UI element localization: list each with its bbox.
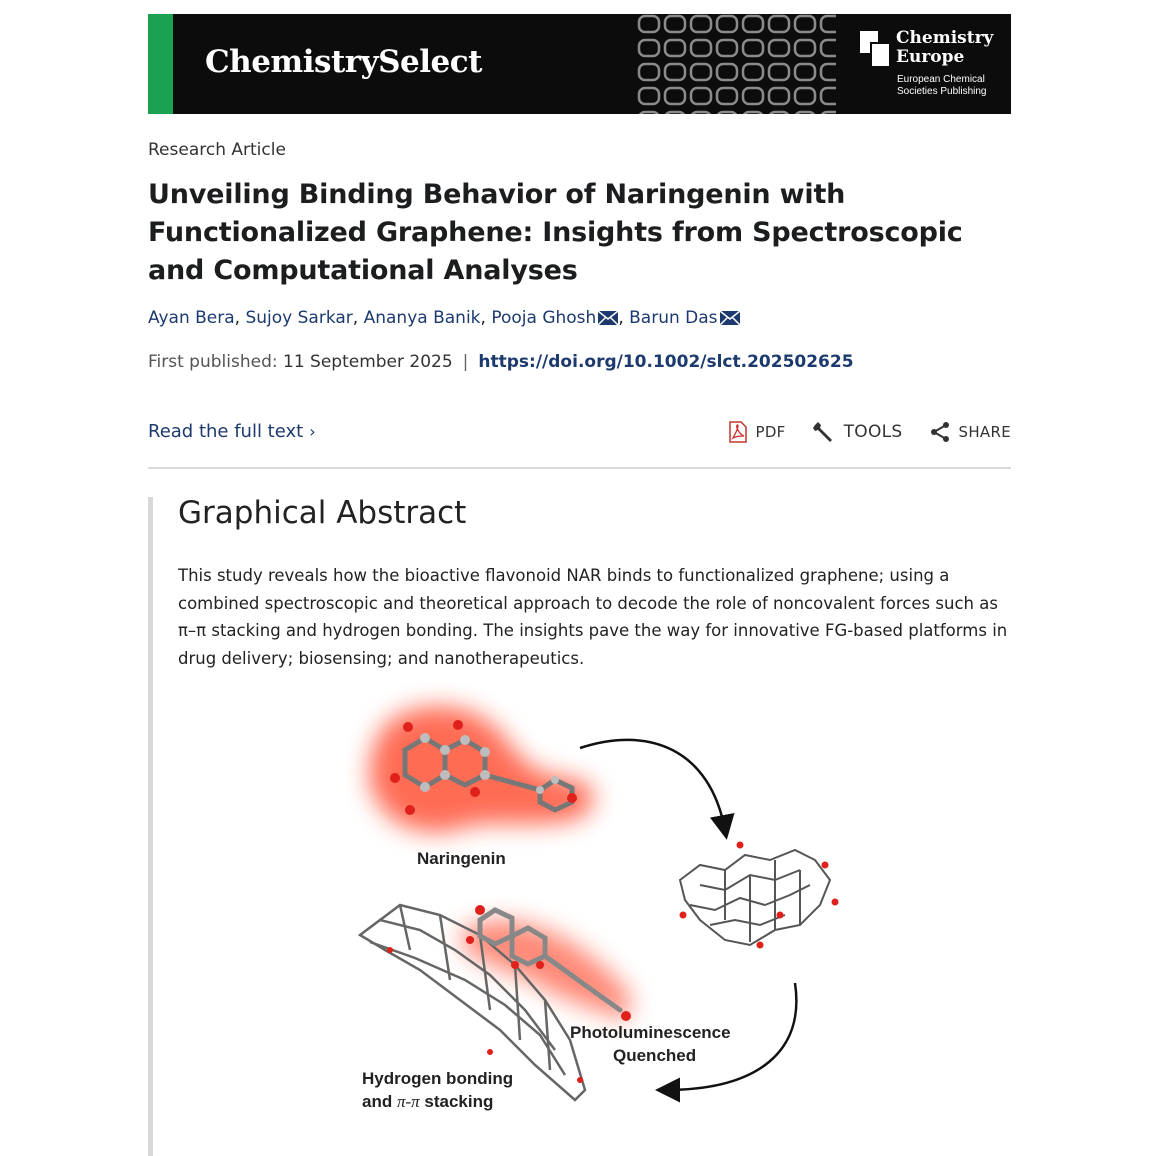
chemistry-europe-logo-icon: [859, 30, 891, 68]
publisher-subtitle: European Chemical Societies Publishing: [897, 74, 987, 97]
read-full-text-label: Read the full text: [148, 421, 304, 442]
graphical-abstract-figure: [340, 680, 860, 1120]
graphical-abstract-text: This study reveals how the bioactive flavonoid NAR binds to functionalized graphene; using a combined spectroscopic and theoretical approach to decode the role of noncovalent forces such as π–π stacking and hydrogen bonding. The insights pave the way for innovative FG-based platforms in drug delivery; biosensing; and nanotherapeutics.: [178, 566, 1008, 668]
journal-banner[interactable]: [148, 14, 1011, 114]
banner-accent-stripe: [148, 14, 173, 114]
journal-name: ChemistrySelect: [205, 44, 482, 80]
hb-label-line2: and π-π stacking: [362, 1092, 494, 1111]
pdf-button[interactable]: [729, 421, 785, 443]
pl-label-line1: Photoluminescence: [570, 1023, 731, 1042]
author-link[interactable]: Pooja Ghosh: [491, 308, 597, 328]
pdf-icon: [729, 421, 747, 443]
article-toolbar: [703, 420, 1011, 444]
share-label: SHARE: [958, 423, 1011, 441]
publication-info: [148, 352, 854, 372]
graphical-abstract-heading: Graphical Abstract: [178, 495, 467, 531]
functionalized-graphene-graphic: [680, 842, 839, 949]
naringenin-molecule-graphic: [369, 706, 594, 832]
first-published-label: First published:: [148, 352, 278, 372]
author-list: Ayan Bera, Sujoy Sarkar, Ananya Banik, Pooja Ghosh , Barun Das: [148, 308, 740, 328]
divider: |: [462, 352, 469, 372]
author-link[interactable]: Ayan Bera: [148, 308, 235, 328]
abstract-side-border: [148, 497, 153, 1156]
chevron-right-icon: ›: [309, 422, 316, 441]
article-title: Unveiling Binding Behavior of Naringenin with Functionalized Graphene: Insights from Spectroscopic and Computational Analyses: [148, 179, 963, 286]
author-link[interactable]: Barun Das: [629, 308, 718, 328]
pdf-label: PDF: [755, 423, 786, 441]
read-full-text-link[interactable]: [148, 421, 316, 442]
email-icon[interactable]: [720, 311, 740, 325]
publisher-name: Chemistry Europe: [896, 28, 994, 67]
section-divider: [148, 467, 1011, 469]
first-published-date: 11 September 2025: [283, 352, 453, 372]
arrow-to-graphene: [580, 740, 725, 830]
tools-label: TOOLS: [843, 422, 903, 442]
share-icon: [929, 421, 951, 443]
tools-button[interactable]: [812, 420, 903, 444]
share-button[interactable]: [929, 421, 1011, 443]
banner-pattern-graphic: [636, 14, 836, 114]
author-link[interactable]: Ananya Banik: [363, 308, 481, 328]
article-type: Research Article: [148, 140, 286, 160]
author-link[interactable]: Sujoy Sarkar: [245, 308, 353, 328]
pl-label-line2: Quenched: [613, 1046, 697, 1065]
wrench-icon: [812, 420, 836, 444]
doi-link[interactable]: https://doi.org/10.1002/slct.202502625: [478, 352, 854, 372]
hb-label-line1: Hydrogen bonding: [362, 1069, 514, 1088]
naringenin-label: Naringenin: [417, 849, 506, 868]
email-icon[interactable]: [598, 311, 618, 325]
